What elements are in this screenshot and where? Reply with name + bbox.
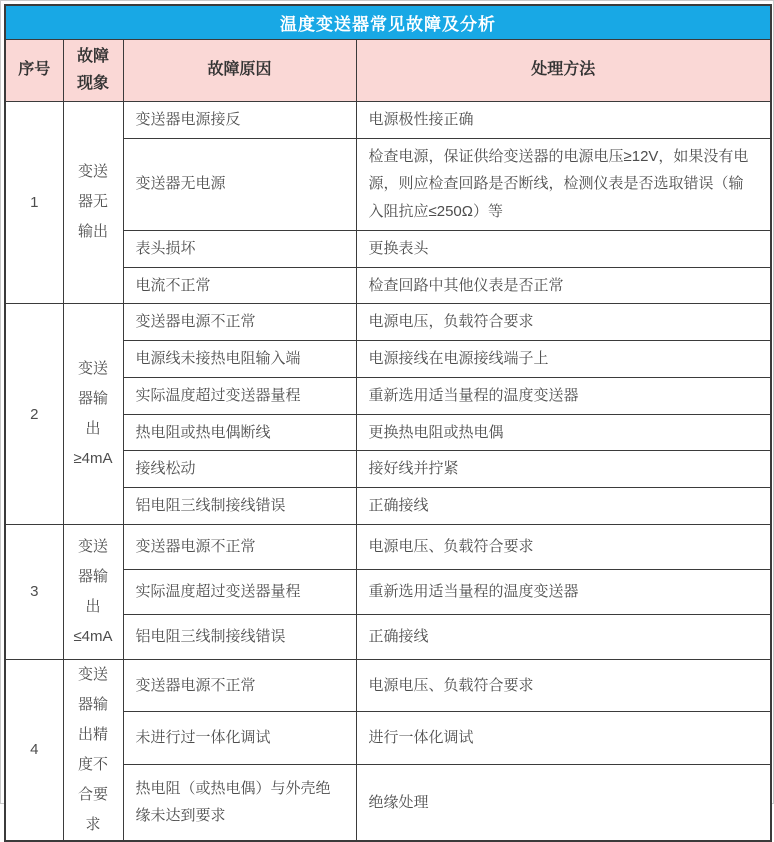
cause-cell: 表头损坏 bbox=[123, 230, 356, 267]
cause-cell: 热电阻（或热电偶）与外壳绝缘未达到要求 bbox=[123, 765, 356, 841]
header-row bbox=[5, 39, 771, 101]
cause-cell: 电源线未接热电阻输入端 bbox=[123, 341, 356, 378]
solution-cell: 接好线并拧紧 bbox=[356, 451, 771, 488]
table-row bbox=[5, 101, 771, 138]
cause-cell: 变送器电源接反 bbox=[123, 101, 356, 138]
cause-cell: 热电阻或热电偶断线 bbox=[123, 414, 356, 451]
solution-cell: 检查回路中其他仪表是否正常 bbox=[356, 267, 771, 304]
cause-cell: 变送器电源不正常 bbox=[123, 304, 356, 341]
solution-cell: 电源电压、负载符合要求 bbox=[356, 659, 771, 712]
cause-cell: 铝电阻三线制接线错误 bbox=[123, 614, 356, 659]
column-header-solution: 处理方法 bbox=[356, 39, 771, 101]
section-index: 4 bbox=[5, 659, 63, 841]
cause-cell: 实际温度超过变送器量程 bbox=[123, 377, 356, 414]
cause-cell: 变送器电源不正常 bbox=[123, 659, 356, 712]
solution-cell: 正确接线 bbox=[356, 614, 771, 659]
cause-cell: 铝电阻三线制接线错误 bbox=[123, 488, 356, 525]
section-index: 3 bbox=[5, 524, 63, 659]
column-header-cause: 故障原因 bbox=[123, 39, 356, 101]
cause-cell: 变送器无电源 bbox=[123, 138, 356, 230]
section-index: 1 bbox=[5, 101, 63, 304]
cause-cell: 未进行过一体化调试 bbox=[123, 712, 356, 765]
cause-cell: 接线松动 bbox=[123, 451, 356, 488]
solution-cell: 重新选用适当量程的温度变送器 bbox=[356, 569, 771, 614]
fault-analysis-table bbox=[4, 4, 772, 842]
table-row bbox=[5, 659, 771, 712]
solution-cell: 电源极性接正确 bbox=[356, 101, 771, 138]
column-header-index: 序号 bbox=[5, 39, 63, 101]
solution-cell: 正确接线 bbox=[356, 488, 771, 525]
solution-cell: 进行一体化调试 bbox=[356, 712, 771, 765]
title-row bbox=[5, 5, 771, 39]
phenomenon-cell: 变送器输出精度不合要求 bbox=[63, 659, 123, 841]
phenomenon-cell: 变送器无输出 bbox=[63, 101, 123, 304]
table-row bbox=[5, 524, 771, 569]
phenomenon-cell: 变送器输出≥4mA bbox=[63, 304, 123, 525]
column-header-phenomenon: 故障现象 bbox=[63, 39, 123, 101]
section-index: 2 bbox=[5, 304, 63, 525]
cause-cell: 变送器电源不正常 bbox=[123, 524, 356, 569]
solution-cell: 绝缘处理 bbox=[356, 765, 771, 841]
solution-cell: 电源电压，负载符合要求 bbox=[356, 304, 771, 341]
solution-cell: 检查电源，保证供给变送器的电源电压≥12V，如果没有电源，则应检查回路是否断线，检测仪表是否选取错误（输入阻抗应≤250Ω）等 bbox=[356, 138, 771, 230]
table-row bbox=[5, 304, 771, 341]
solution-cell: 更换热电阻或热电偶 bbox=[356, 414, 771, 451]
solution-cell: 重新选用适当量程的温度变送器 bbox=[356, 377, 771, 414]
solution-cell: 更换表头 bbox=[356, 230, 771, 267]
solution-cell: 电源接线在电源接线端子上 bbox=[356, 341, 771, 378]
cause-cell: 电流不正常 bbox=[123, 267, 356, 304]
phenomenon-cell: 变送器输出≤4mA bbox=[63, 524, 123, 659]
cause-cell: 实际温度超过变送器量程 bbox=[123, 569, 356, 614]
table-title: 温度变送器常见故障及分析 bbox=[5, 5, 771, 39]
solution-cell: 电源电压、负载符合要求 bbox=[356, 524, 771, 569]
